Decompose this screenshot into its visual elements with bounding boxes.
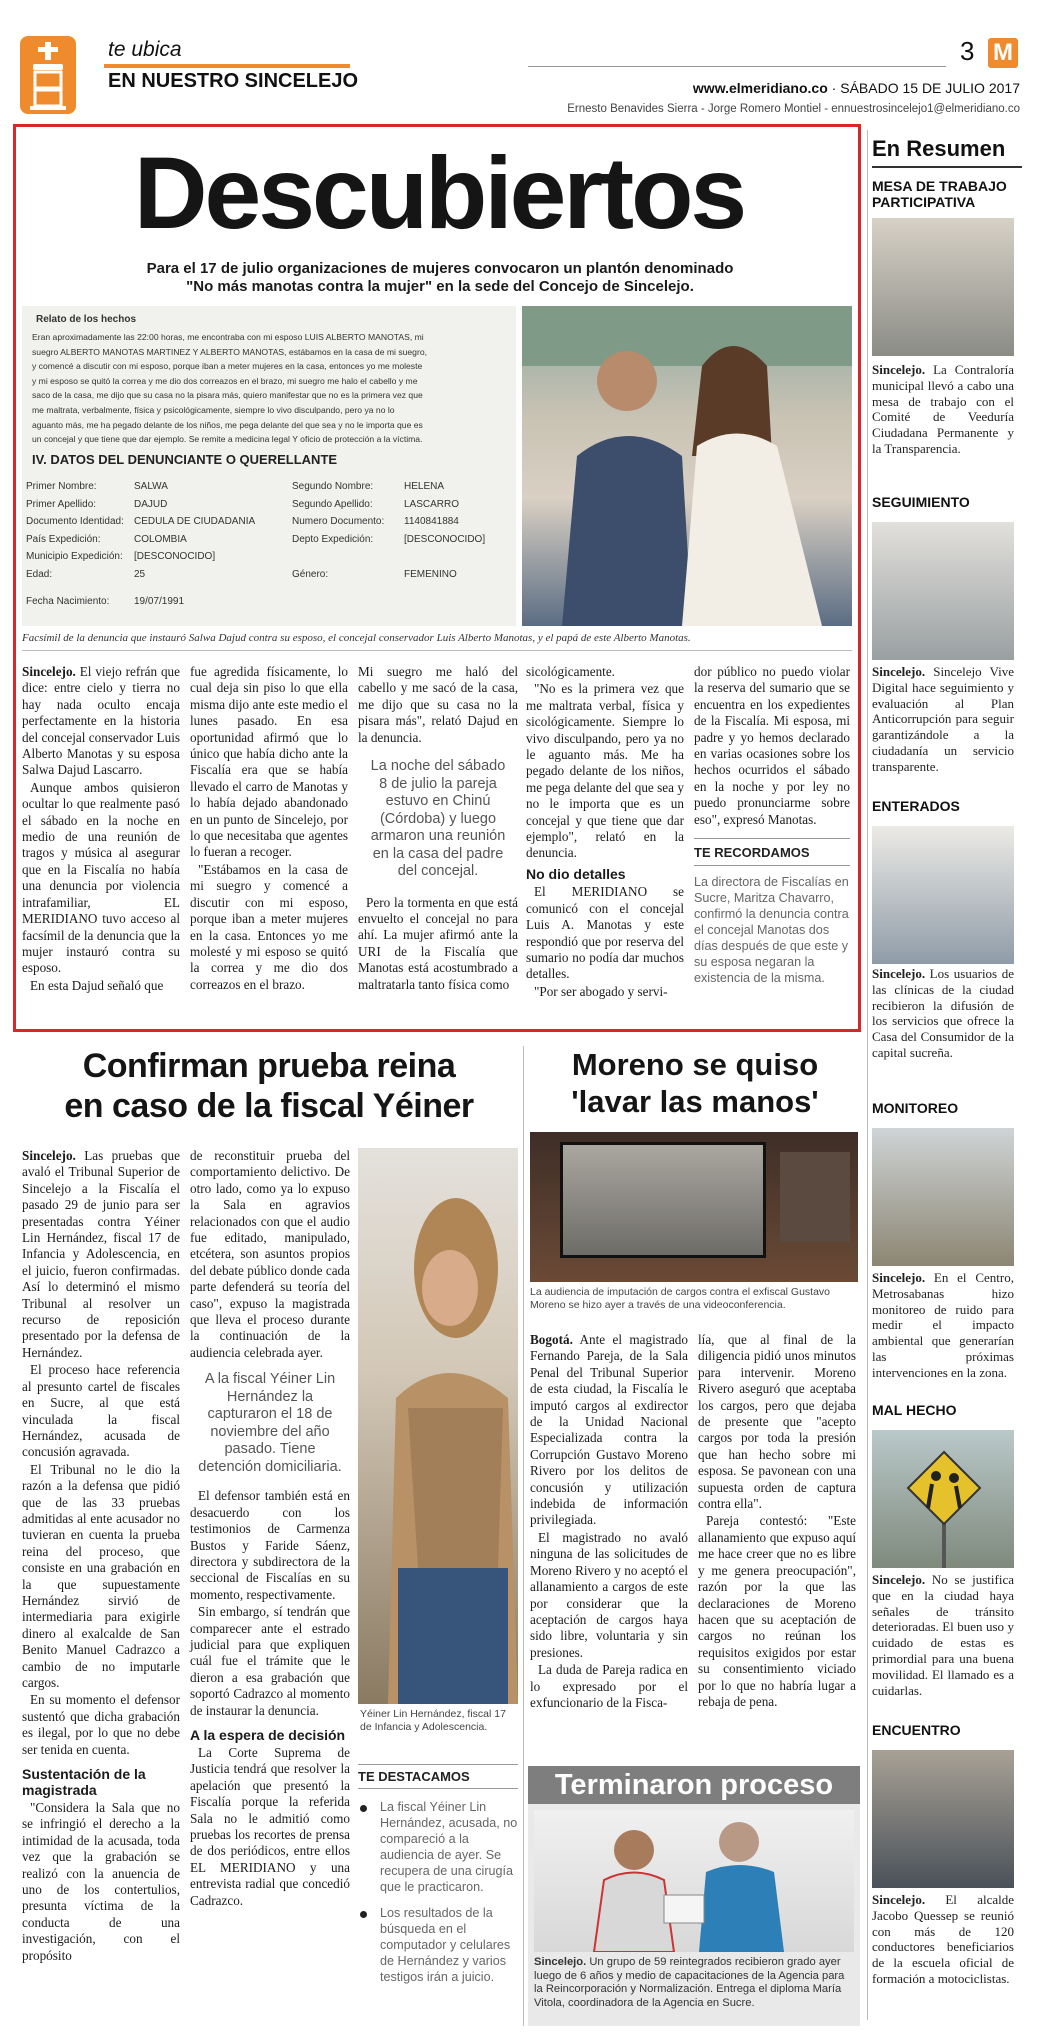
caption-rule <box>22 650 852 651</box>
reina-paragraph: El proceso hace referencia al presunto cartel de fiscales en Sucre, al que está vinculada la fiscal Hernández, acusada de concusión agravada. <box>22 1362 180 1460</box>
recordamos-title: TE RECORDAMOS <box>694 845 850 866</box>
complaint-facsimile <box>22 306 516 626</box>
sidebar-item-body: En el Centro, Metrosabanas hizo monitoreo de ruido para medir el impacto ambiental que generarían las próximas intervenciones en la zona. <box>872 1270 1014 1380</box>
field-label: Numero Documento: <box>292 516 385 527</box>
field-label: Primer Nombre: <box>26 481 97 492</box>
orange-bar <box>104 64 350 68</box>
issue-date: SÁBADO 15 DE JULIO 2017 <box>840 80 1020 96</box>
reina-paragraph: "Considera la Sala que no se infringió el derecho a la intimidad de la acusada, toda vez que la grabación se realizó con la anuencia de uno de los contertulios, presunta víctima de la conducta de una investigación, con el propósito <box>22 1800 180 1963</box>
lead-column-4 <box>526 664 684 1001</box>
moreno-headline <box>530 1046 860 1120</box>
facsimile-section: IV. DATOS DEL DENUNCIANTE O QUERELLANTE <box>32 452 338 467</box>
subtitle-line-1: Para el 17 de julio organizaciones de mujeres convocaron un plantón denominado <box>146 260 734 277</box>
lead-column-3 <box>358 664 518 994</box>
sidebar-photo-encuentro <box>872 1750 1014 1888</box>
couple-silhouette <box>522 306 852 626</box>
bullet-icon <box>360 1805 367 1812</box>
reina-column-1 <box>22 1148 180 1965</box>
fiscal-silhouette <box>358 1148 518 1704</box>
reina-headline-line-1: Confirman prueba reina <box>82 1047 456 1085</box>
reina-paragraph: El Tribunal no le dio la razón a la defensa que pidió que de las 33 pruebas admitidas al ente acusador no tuvieran en cuenta la prueba reina del proceso, que consiste en una grabación en la que supuestamente Hernández sirvió de intermediaria para exigirle dinero al exalcalde de San Benito Manuel Cadrazco a cambio de no imputarle cargos. <box>22 1461 180 1690</box>
field-value: SALWA <box>134 481 168 492</box>
sidebar-divider <box>867 130 868 2020</box>
reina-paragraph: de reconstituir prueba del comportamiento delictivo. De otro lado, como ya lo expuso la Sala en agravios relacionados con que el audio fue editado, manipulado, etcétera, son asuntos propios del debate público donde cada parte defenderá su teoría del caso", expuso la magistrada que lleva el proceso durante la continuación de la audiencia celebrada ayer. <box>190 1148 350 1360</box>
destacamos-item <box>358 1799 518 1895</box>
field-value: LASCARRO <box>404 498 460 510</box>
couple-photo <box>522 306 852 626</box>
field-row <box>292 478 516 496</box>
moreno-paragraph: Pareja contestó: "Este allanamiento que expuso aquí me hace creer que no es libre y me genera preocupación", razón por la que las declaraciones de Moreno hacen que su aceptación de cargos no reúnan los requisitos exigidos por estar su consentimiento viciado por lo que no habría lugar a rebaja de pena. <box>698 1513 856 1709</box>
reina-paragraph: El defensor también está en desacuerdo con los testimonios de Carmenza Bustos y Faride Sáenz, directora y subdirectora de la seccional de Fiscalías en su momento, respectivamente. <box>190 1488 350 1602</box>
sidebar-item-lead: Sincelejo. <box>872 362 926 377</box>
lead-paragraph: Pero la tormenta en que está envuelto el concejal no para ahí. La mujer afirmó ante la URI de la Fiscalía que Manotas está acostumbrado a maltratarla tanto física como <box>358 894 518 992</box>
moreno-paragraph: El magistrado no avaló ninguna de las solicitudes de Moreno Rivero y no aceptó el allanamiento a cargos de este por considerar que la aceptación de cargos haya sido libre, voluntaria y sin presiones. <box>530 1529 688 1660</box>
column-divider <box>523 1046 524 2026</box>
field-label: Segundo Apellido: <box>292 498 373 510</box>
lead-column-1 <box>22 664 180 995</box>
traffic-sign-icon <box>872 1430 1014 1568</box>
facsimile-line: un concejal y que tiene que dar ejemplo. Se remite a medicina legal Y oficio de protección a la víctima. <box>32 434 423 445</box>
video-screen-right <box>780 1152 850 1242</box>
field-row <box>26 566 286 584</box>
field-label: Primer Apellido: <box>26 498 97 510</box>
reina-headline <box>14 1046 524 1126</box>
sidebar-photo-enterados <box>872 826 1014 964</box>
sidebar-item-title: MAL HECHO <box>872 1402 957 1418</box>
brand-logo: M <box>988 38 1018 68</box>
diploma-photo <box>534 1810 854 1952</box>
facsimile-lines <box>32 330 512 447</box>
destacamos-box <box>358 1764 518 1985</box>
facsimile-heading: Relato de los hechos <box>36 314 137 325</box>
facsimile-line: aguanto más, me ha pegado delante de los niños, me pega delante del que sea y no le importa que es <box>32 419 423 430</box>
field-label: Fecha Nacimiento: <box>26 596 110 607</box>
sidebar-photo-mesa <box>872 218 1014 356</box>
section-tag-bottom: EN NUESTRO SINCELEJO <box>108 70 359 92</box>
proceso-caption-lead: Sincelejo. <box>534 1956 587 1968</box>
proceso-caption <box>534 1956 854 2010</box>
lead-paragraph: Aunque ambos quisieron ocultar lo que realmente pasó el sábado en la noche en medio de una reunión de tragos y música al asegurar que en la Fiscalía no había una denuncia por violencia intrafamiliar, EL MERIDIANO tuvo acceso al facsímil de la denuncia que la mujer instauró contra su esposo. <box>22 779 180 976</box>
facsimile-line: me maltrata, verbalmente, física y psicológicamente, siempre lo vivo disculpando, pero ya no lo <box>32 404 395 415</box>
lead-headline: Descubiertos <box>133 136 745 250</box>
destacamos-title: TE DESTACAMOS <box>358 1764 518 1789</box>
field-row <box>26 531 286 549</box>
facsimile-line: Eran aproximadamente las 22:00 horas, me encontraba con mi esposo LUIS ALBERTO MANOTAS, mi <box>32 332 424 342</box>
proceso-headline: Terminaron proceso <box>528 1766 860 1804</box>
field-value: 19/07/1991 <box>134 596 185 607</box>
fiscal-photo-caption: Yéiner Lin Hernández, fiscal 17 de Infancia y Adolescencia. <box>360 1708 506 1733</box>
videoconference-photo <box>530 1132 858 1282</box>
proceso-caption-body: Un grupo de 59 reintegrados recibieron grado ayer luego de 6 años y medio de capacitaciones de la Agencia para la Reincorporación y Normalización. Entrega el diploma María Vitola, coordinadora de la Agencia en Sucre. <box>534 1956 845 2009</box>
field-value: CEDULA DE CIUDADANIA <box>134 516 256 527</box>
field-row <box>292 496 516 514</box>
lead-paragraph: En esta Dajud señaló que <box>30 977 164 993</box>
reina-headline-line-2: en caso de la fiscal Yéiner <box>64 1087 474 1125</box>
field-label: Edad: <box>26 568 53 580</box>
diploma-scene <box>534 1810 854 1952</box>
field-row <box>26 593 286 611</box>
facsimile-fields-right <box>292 478 516 583</box>
sidebar-item-lead: Sincelejo. <box>872 966 926 981</box>
field-label: Género: <box>292 568 329 580</box>
subhead-sustentacion: Sustentación de la magistrada <box>22 1766 146 1799</box>
church-icon <box>20 36 76 114</box>
video-screen <box>560 1142 766 1258</box>
sidebar-item-text <box>872 1892 1014 1987</box>
lead-paragraph: "Por ser abogado y servi- <box>534 983 668 999</box>
reina-paragraph: Sincelejo. Las pruebas que avaló el Tribunal Superior de Sincelejo a la Fiscalía el pasado 29 de junio para ser presentadas contra Yéiner Lin Hernández, fiscal 17 de Infancia y Adolescencia, en el juicio, fueron confirmadas. Así lo determinó el mismo Tribunal al resolver un recurso de reposición presentado por la defensa de Hernández. <box>22 1148 180 1360</box>
subhead-espera: A la espera de decisión <box>190 1726 346 1743</box>
facsimile-line: y comencé a discutir con mi esposo, porque iban a meter mujeres en la casa, entonces yo me moleste <box>32 361 423 372</box>
recordamos-text: La directora de Fiscalías en Sucre, Maritza Chavarro, confirmó la denuncia contra el concejal Manotas dos días después de que este y su esposa negaran la existencia de la misma. <box>694 875 849 986</box>
subtitle-line-2: "No más manotas contra la mujer" en la sede del Concejo de Sincelejo. <box>186 278 694 295</box>
lead-column-2 <box>190 664 348 994</box>
pull-quote: La noche del sábado 8 de julio la pareja estuvo en Chinú (Córdoba) y luego armaron una reunión en la casa del padre del concejal. <box>370 758 506 880</box>
field-value: FEMENINO <box>404 568 457 580</box>
lead-paragraph: "No es la primera vez que me maltrata verbal, física y sicológicamente. Siempre lo vivo disculpando, pero ya no le aguanto más. Me ha pegado delante de los niños, me pega delante del que sea y no le importa que es un concejal y que tiene que dar ejemplo", relató en la denuncia. <box>526 681 684 861</box>
lead-paragraph: fue agredida físicamente, lo cual deja sin piso lo que ella misma dijo ante este medio el lunes pasado. En esa oportunidad afirmó que lo único que había dicho ante la Fiscalía era que se había llevado el carro de Manotas y lo había dejado abandonado en un punto de Sincelejo, por lo que necesitaba que agentes lo fueran a recoger. <box>190 664 348 860</box>
sidebar-item-lead: Sincelejo. <box>872 1270 926 1285</box>
moreno-headline-line-2: 'lavar las manos' <box>571 1084 819 1119</box>
header-rule <box>528 66 946 67</box>
sidebar-item-text <box>872 966 1014 1061</box>
sidebar-title: En Resumen <box>872 136 1006 161</box>
facsimile-line: saco de la casa, me dijo que su casa no la pisara más, quiero manifestar que no es la primera vez que <box>32 390 423 401</box>
sidebar-item-text <box>872 1572 1014 1698</box>
sidebar-item-text <box>872 1270 1014 1381</box>
field-label: País Expedición: <box>26 533 101 545</box>
moreno-column-1 <box>530 1332 688 1712</box>
subhead-no-dio-detalles: No dio detalles <box>526 865 626 882</box>
header-credits: Ernesto Benavides Sierra - Jorge Romero Montiel - ennuestrosincelejo1@elmeridiano.co <box>567 103 1020 115</box>
lead-photo-caption: Facsímil de la denuncia que instauró Salwa Dajud contra su esposo, el concejal conservador Luis Alberto Manotas, y el papá de este Alberto Manotas. <box>22 632 691 644</box>
lead-column-5 <box>694 664 850 986</box>
sidebar-item-text <box>872 362 1014 457</box>
sidebar-photo-seguimiento <box>872 522 1014 660</box>
reina-paragraph: En su momento el defensor sustentó que dicha grabación es ilegal, por lo que no debe ser tenida en cuenta. <box>22 1692 180 1757</box>
sidebar-item-text <box>872 664 1014 775</box>
sidebar-item-title: ENTERADOS <box>872 798 960 814</box>
field-label: Documento Identidad: <box>26 516 124 527</box>
sidebar-item-body: Sincelejo Vive Digital hace seguimiento y evaluación al Plan Anticorrupción para seguir garantizándole a la ciudadanía un servicio transparente. <box>872 664 1014 774</box>
field-value: 25 <box>134 568 146 580</box>
field-row <box>26 513 286 531</box>
lead-paragraph: El MERIDIANO se comunicó con el concejal Luis A. Manotas y este respondió que por reserva del sumario no podía dar muchos detalles. <box>526 884 684 982</box>
lead-paragraph: dor público no puedo violar la reserva del sumario que se encuentra en los expedientes de la Fiscalía. Mi esposa, mi padre y yo hemos declarado en varias ocasiones sobre los hechos ocurridos el sábado en la noche y por ley no puedo pronunciarme sobre eso", expresó Manotas. <box>694 664 850 827</box>
facsimile-line: suegro ALBERTO MANOTAS MARTINEZ Y ALBERTO MANOTAS, estábamos en la casa de mi suegro, <box>32 346 427 357</box>
destacamos-text: La fiscal Yéiner Lin Hernández, acusada, no compareció a la audiencia de ayer. Se recupera de una cirugía que le practicaron. <box>380 1800 518 1894</box>
field-value: [DESCONOCIDO] <box>404 533 486 545</box>
sidebar-title-rule <box>872 166 1022 168</box>
field-label: Depto Expedición: <box>292 533 374 545</box>
facsimile-fields-left <box>26 478 286 611</box>
pull-quote: A la fiscal Yéiner Lin Hernández la capturaron el 18 de noviembre del año pasado. Tiene detención domiciliaria. <box>198 1371 342 1475</box>
sidebar-item-title: ENCUENTRO <box>872 1722 961 1738</box>
sidebar-photo-monitoreo <box>872 1128 1014 1266</box>
field-value: DAJUD <box>134 498 168 510</box>
sidebar-item-lead: Sincelejo. <box>872 664 926 679</box>
field-value: 1140841884 <box>404 516 459 527</box>
lead-paragraph: Sincelejo. El viejo refrán que dice: entre cielo y tierra no hay nada oculto encaja perfectamente en la historia del concejal conservador Luis Alberto Manotas y su esposa Salwa Dajud Lascarro. <box>22 664 180 778</box>
moreno-photo-caption: La audiencia de imputación de cargos contra el exfiscal Gustavo Moreno se hizo ayer a través de una videoconferencia. <box>530 1286 831 1311</box>
lead-paragraph: sicológicamente. <box>526 664 615 679</box>
sidebar-item-body: Los usuarios de las clínicas de la ciudad recibieron la difusión de los servicios que ofrece la Casa del Consumidor de la capital sucreña. <box>872 966 1014 1060</box>
lead-subtitle <box>40 260 840 296</box>
recordamos-box <box>694 838 850 986</box>
site-url[interactable]: www.elmeridiano.co <box>692 80 828 96</box>
moreno-headline-line-1: Moreno se quiso <box>571 1047 819 1082</box>
sidebar-item-title: MESA DE TRABAJO PARTICIPATIVA <box>872 178 1007 210</box>
field-value: [DESCONOCIDO] <box>134 551 216 562</box>
moreno-paragraph: Bogotá. Ante el magistrado Fernando Pareja, de la Sala Penal del Tribunal Superior de esta ciudad, la Fiscalía le imputó cargos al exdirector de la Unidad Nacional Especializada contra la Corrupción Gustavo Moreno Rivero por los delitos de concusión y utilización indebida de información privilegiada. <box>530 1332 688 1528</box>
field-row <box>292 566 516 584</box>
field-value: HELENA <box>404 481 445 492</box>
sidebar-item-body: El alcalde Jacobo Quessep se reunió con más de 120 conductores beneficiarios de la escuela oficial de formación a motociclistas. <box>872 1892 1014 1986</box>
field-row <box>26 496 286 514</box>
page-number: 3 <box>960 36 975 66</box>
moreno-column-2 <box>698 1332 856 1711</box>
reina-paragraph: Sin embargo, sí tendrán que comparecer ante el estrado judicial para que expliquen cuál fue el trámite que le dieron a esa grabación que soportó Cadrazco al momento de instaurar la denuncia. <box>190 1604 350 1718</box>
field-label: Municipio Expedición: <box>26 551 123 562</box>
section-tag-top: te ubica <box>108 38 182 61</box>
destacamos-text: Los resultados de la búsqueda en el computador y celulares de Hernández y varios testigos irán a juicio. <box>380 1906 511 1984</box>
facsimile-line: y mi esposo se quitó la correa y me dio dos correazos en el brazo, mi suegro me halo el cabello y me <box>32 375 418 386</box>
reina-paragraph: La Corte Suprema de Justicia tendrá que resolver la apelación que presentó la Fiscalía porque la referida Sala no le admitió como pruebas los recortes de prensa de dos periódicos, entre ellos EL MERIDIANO y una entrevista radial que concedió Cadrazco. <box>190 1744 350 1908</box>
sidebar-photo-mal-hecho <box>872 1430 1014 1568</box>
moreno-paragraph: La duda de Pareja radica en lo expresado por el exfuncionario de la Fisca- <box>530 1662 688 1710</box>
field-row <box>26 548 286 566</box>
moreno-paragraph: lía, que al final de la diligencia pidió unos minutos para intervenir. Moreno Rivero aseguró que aceptaba los cargos, pero que dejaba de presente que "acepto cargos por toda la presión que han hecho sobre mi esposa. Se pavonean con una supuesta orden de captura contra ella". <box>698 1332 856 1512</box>
lead-paragraph: Mi suegro me haló del cabello y me sacó de la casa, me dijo que su casa no la pisara más", relató Dajud en la denuncia. <box>358 664 518 745</box>
sidebar-item-body: No se justifica que en la ciudad haya señales de tránsito deterioradas. El buen uso y cuidado de estas es primordial para una buena movilidad. El llamado es a cuidarlas. <box>872 1572 1014 1698</box>
field-value: COLOMBIA <box>134 533 187 545</box>
lead-paragraph: "Estábamos en la casa de mi suegro y comencé a discutir con mi esposo, porque iban a meter mujeres en la casa. Entonces yo me molesté y mi esposo se quitó la correa y me dio dos correazos en el brazo. <box>190 861 348 992</box>
sidebar-item-title: MONITOREO <box>872 1100 959 1116</box>
header-dateline: www.elmeridiano.co · SÁBADO 15 DE JULIO 2017 <box>692 80 1020 96</box>
sidebar-item-lead: Sincelejo. <box>872 1572 926 1587</box>
sidebar-item-lead: Sincelejo. <box>872 1892 926 1907</box>
sidebar-item-body: La Contraloría municipal llevó a cabo una mesa de trabajo con el Comité de Veeduría Ciudadana Permanente y la Transparencia. <box>872 362 1014 456</box>
field-row <box>292 548 516 566</box>
reina-column-2 <box>190 1148 350 1910</box>
bullet-icon <box>360 1911 367 1918</box>
field-label: Segundo Nombre: <box>292 481 374 492</box>
destacamos-item <box>358 1905 518 1985</box>
fiscal-photo <box>358 1148 518 1704</box>
field-row <box>292 513 516 531</box>
section-logo <box>20 36 76 114</box>
sidebar-item-title: SEGUIMIENTO <box>872 494 970 510</box>
field-row <box>292 531 516 549</box>
field-row <box>26 478 286 496</box>
